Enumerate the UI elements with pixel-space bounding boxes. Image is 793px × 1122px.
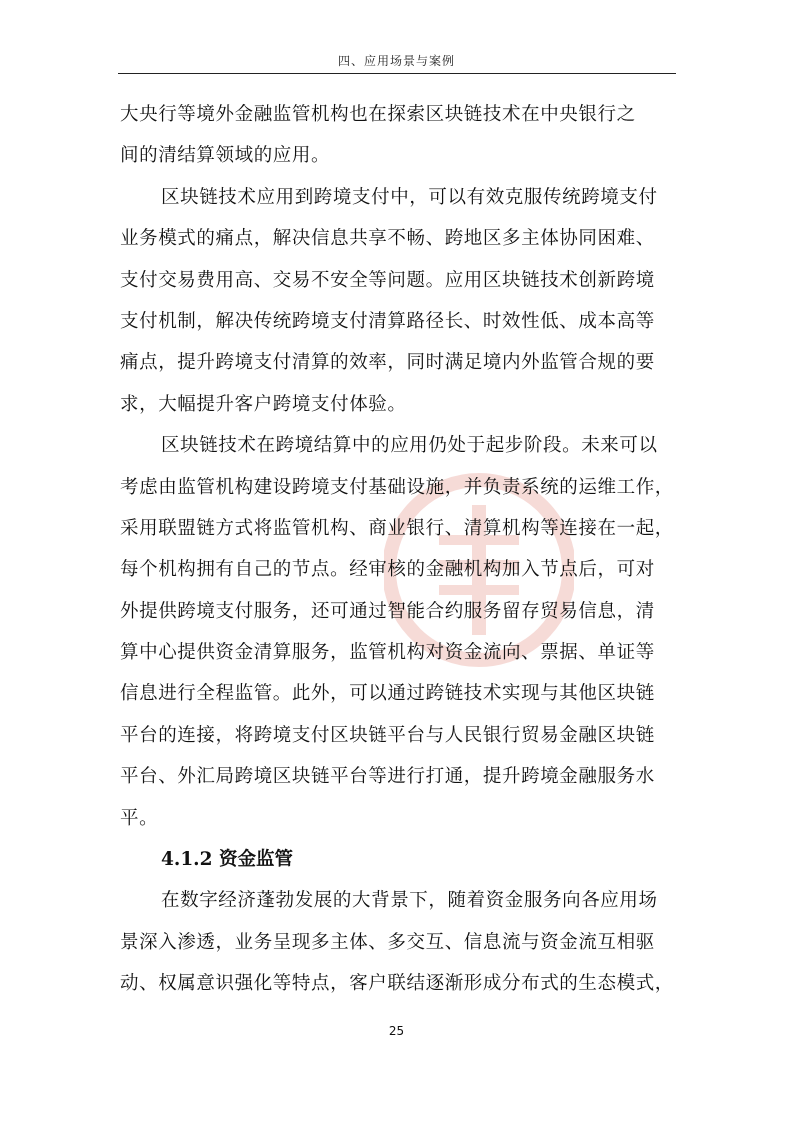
body-text — [120, 94, 680, 1005]
text-line: 大央行等境外金融监管机构也在探索区块链技术在中央银行之 — [120, 104, 636, 125]
text-line: 支付机制，解决传统跨境支付清算路径长、时效性低、成本高等 — [120, 310, 655, 332]
running-header: 四、应用场景与案例 — [337, 54, 455, 68]
text-line: 外提供跨境支付服务，还可通过智能合约服务留存贸易信息，清 — [120, 600, 655, 622]
paragraph-3 — [120, 425, 680, 839]
paragraph-2 — [120, 177, 680, 425]
text-line: 动、权属意识强化等特点，客户联结逐渐形成分布式的生态模式， — [120, 973, 674, 995]
text-line: 平台、外汇局跨境区块链平台等进行打通，提升跨境金融服务水 — [120, 766, 655, 788]
text-line: 在数字经济蓬勃发展的大背景下，随着资金服务向各应用场 — [161, 890, 658, 912]
text-line: 区块链技术在跨境结算中的应用仍处于起步阶段。未来可以 — [161, 435, 658, 457]
text-line: 间的清结算领域的应用。 — [120, 145, 331, 167]
text-line: 信息进行全程监管。此外，可以通过跨链技术实现与其他区块链 — [120, 683, 655, 705]
section-heading — [120, 839, 680, 880]
text-line: 平台的连接，将跨境支付区块链平台与人民银行贸易金融区块链 — [120, 724, 655, 746]
text-line: 业务模式的痛点，解决信息共享不畅、跨地区多主体协同困难、 — [120, 228, 655, 250]
text-line: 支付交易费用高、交易不安全等问题。应用区块链技术创新跨境 — [120, 269, 655, 291]
section-title: 资金监管 — [218, 849, 293, 871]
paragraph-4 — [120, 880, 680, 1004]
page-number: 25 — [388, 1024, 405, 1038]
section-number: 4.1.2 — [161, 849, 213, 871]
header-divider — [118, 73, 676, 74]
text-line: 景深入渗透，业务呈现多主体、多交互、信息流与资金流互相驱 — [120, 931, 655, 953]
text-line: 考虑由监管机构建设跨境支付基础设施，并负责系统的运维工作， — [120, 476, 674, 498]
text-line: 每个机构拥有自己的节点。经审核的金融机构加入节点后，可对 — [120, 559, 655, 581]
text-line: 求，大幅提升客户跨境支付体验。 — [120, 393, 407, 415]
paragraph-1 — [120, 94, 680, 177]
text-line: 平。 — [120, 807, 159, 829]
text-line: 采用联盟链方式将监管机构、商业银行、清算机构等连接在一起， — [120, 517, 674, 539]
text-line: 算中心提供资金清算服务，监管机构对资金流向、票据、单证等 — [120, 642, 655, 664]
text-line: 痛点，提升跨境支付清算的效率，同时满足境内外监管合规的要 — [120, 352, 655, 374]
text-line: 区块链技术应用到跨境支付中，可以有效克服传统跨境支付 — [161, 186, 658, 208]
